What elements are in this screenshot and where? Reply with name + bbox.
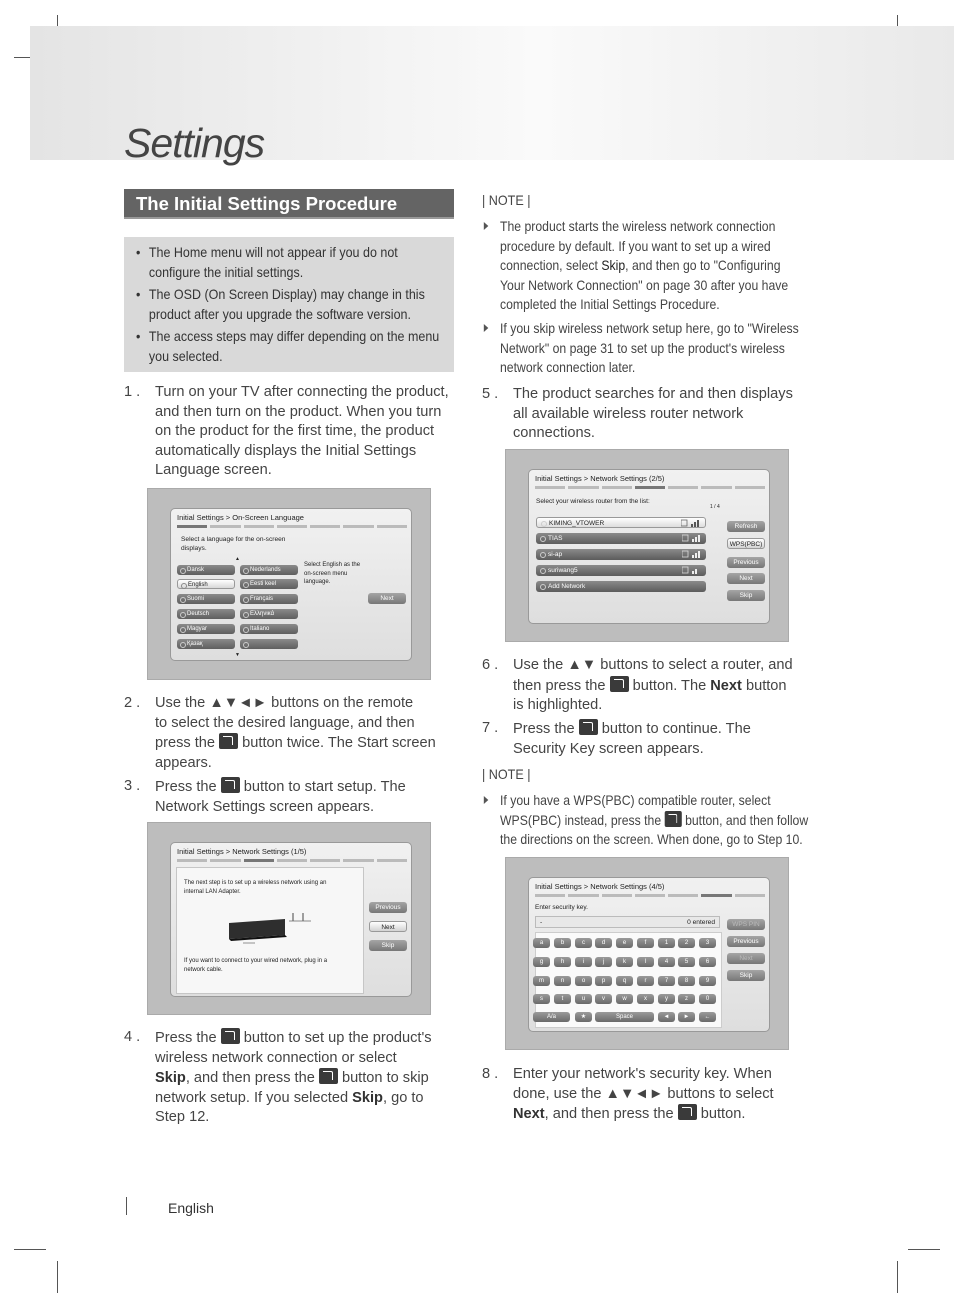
next-button[interactable]: Next [727, 573, 765, 584]
skip-button[interactable]: Skip [727, 590, 765, 601]
screen-breadcrumb: Initial Settings > Network Settings (1/5) [177, 847, 307, 856]
screen-message-wired: If you want to connect to your wired network, plug in a network cable. [184, 958, 328, 973]
keyboard-key[interactable]: k [616, 957, 633, 967]
language-option[interactable]: Dansk [177, 565, 235, 575]
next-button[interactable]: Next [727, 953, 765, 964]
screen-prompt: Enter security key. [535, 904, 588, 911]
step-number: 2 . [124, 695, 141, 711]
keyboard-key[interactable]: i [575, 957, 592, 967]
enter-button-icon [579, 719, 598, 735]
entered-count: 0 entered [687, 919, 715, 926]
step-line: and then turn on the product. When you turn [155, 403, 442, 420]
screen-prompt: Select a language for the on-screen displays. [181, 536, 286, 552]
cursor-right-key[interactable]: ► [678, 1012, 695, 1022]
crop-mark [57, 1261, 58, 1293]
arrow-up-icon: ▲ [235, 556, 240, 562]
intro-bullet: • The access steps may differ depending on the menu you selected. [136, 327, 440, 366]
keyboard-key[interactable]: v [595, 994, 612, 1004]
screenshot-network-4 [505, 857, 789, 1050]
step-line: on the product for the first time, the product [155, 423, 435, 439]
keyboard-key[interactable]: u [575, 994, 592, 1004]
note-heading: | NOTE | [482, 766, 531, 782]
screen-panel [528, 877, 770, 1032]
router-item[interactable]: si-ap [536, 549, 706, 560]
language-option[interactable] [240, 639, 298, 649]
keyboard-key[interactable]: o [575, 976, 592, 986]
screen-message: The next step is to set up a wireless network using an internal LAN Adapter. [184, 880, 327, 895]
keyboard-key[interactable]: c [575, 938, 592, 948]
footer-divider [126, 1197, 127, 1215]
keyboard-key[interactable]: 1 [658, 938, 675, 948]
skip-button[interactable]: Skip [369, 940, 407, 951]
note-item: The product starts the wireless network connection procedure by default. If you want to set up a wired connection, select Skip, and then go to "Configuring Your Network Connection" on page 30 after you have completed the Initial Settings Procedure. [500, 217, 806, 315]
case-toggle-key[interactable]: A/a [533, 1012, 570, 1022]
keyboard-key[interactable]: j [595, 957, 612, 967]
language-option[interactable]: Italiano [240, 624, 298, 634]
language-option[interactable]: Magyar [177, 624, 235, 634]
crop-mark [897, 1261, 898, 1293]
step-number: 1 . [124, 384, 141, 400]
note-heading: | NOTE | [482, 192, 531, 208]
next-button[interactable]: Next [369, 921, 407, 932]
signal-icon [681, 519, 701, 527]
screen-hint: Select English as the on-screen menu language. [304, 562, 361, 585]
keyboard-key[interactable]: z [678, 994, 695, 1004]
keyboard-key[interactable]: b [554, 938, 571, 948]
previous-button[interactable]: Previous [727, 936, 765, 947]
arrow-down-icon: ▼ [235, 652, 240, 658]
language-option[interactable]: Eesti keel [240, 579, 298, 589]
keyboard-key[interactable]: r [637, 976, 654, 986]
keyboard-key[interactable]: y [658, 994, 675, 1004]
enter-button-icon [221, 777, 240, 793]
security-key-value: - [540, 919, 543, 926]
keyboard-key[interactable]: 0 [699, 994, 716, 1004]
language-option[interactable]: Deutsch [177, 609, 235, 619]
screen-panel [170, 842, 412, 997]
next-button[interactable]: Next [368, 593, 406, 604]
keyboard-key[interactable]: a [533, 938, 550, 948]
screen-prompt: Select your wireless router from the list: [536, 498, 650, 505]
keyboard-key[interactable]: f [637, 938, 654, 948]
wps-pbc-button[interactable]: WPS(PBC) [727, 538, 765, 549]
keyboard-key[interactable]: 3 [699, 938, 716, 948]
step-line: automatically displays the Initial Settings [155, 442, 417, 459]
previous-button[interactable]: Previous [369, 902, 407, 913]
keyboard-key[interactable]: h [554, 957, 571, 967]
keyboard-key[interactable]: s [533, 994, 550, 1004]
symbol-key[interactable]: ★ [575, 1012, 592, 1022]
keyboard-key[interactable]: x [637, 994, 654, 1004]
keyboard-key[interactable]: 9 [699, 976, 716, 986]
signal-icon [682, 566, 702, 574]
footer-language: English [168, 1200, 214, 1216]
language-option-selected[interactable]: English [177, 579, 235, 589]
section-heading: The Initial Settings Procedure [124, 189, 454, 219]
wps-pin-button[interactable]: WPS PIN [727, 919, 765, 930]
note-item: If you skip wireless network setup here, go to "Wireless Network" on page 31 to set up the product's wireless network connection later. [500, 319, 806, 378]
refresh-button[interactable]: Refresh [727, 521, 765, 532]
cursor-left-key[interactable]: ◄ [658, 1012, 675, 1022]
router-item[interactable]: suriwang5 [536, 565, 706, 576]
step-line: Language screen. [155, 462, 272, 478]
note-item: If you have a WPS(PBC) compatible router, select WPS(PBC) instead, press the button, and then follow the directions on the screen. When done, go to Step 10. [500, 791, 811, 850]
intro-bullet: • The Home menu will not appear if you do not configure the initial settings. [136, 243, 440, 282]
keyboard-key[interactable]: m [533, 976, 550, 986]
page-indicator: 1 / 4 [710, 504, 720, 510]
language-option[interactable]: Suomi [177, 594, 235, 604]
intro-bullet: • The OSD (On Screen Display) may change in this product after you upgrade the software version. [136, 285, 440, 324]
signal-icon [682, 534, 702, 542]
keyboard-key[interactable]: e [616, 938, 633, 948]
keyboard-key[interactable]: q [616, 976, 633, 986]
language-option[interactable]: Ελληνικά [240, 609, 298, 619]
step-number: 8 . [482, 1066, 499, 1082]
screen-panel [528, 469, 770, 624]
backspace-key[interactable]: ← [699, 1012, 716, 1022]
page-title: Settings [124, 120, 265, 166]
step-number: 3 . [124, 778, 141, 794]
keyboard-key[interactable]: 6 [699, 957, 716, 967]
enter-button-icon [665, 811, 682, 827]
router-illustration-icon [223, 907, 319, 947]
crop-mark [14, 1249, 46, 1250]
screen-breadcrumb: Initial Settings > Network Settings (4/5) [535, 882, 665, 891]
space-key[interactable]: Space [595, 1012, 654, 1022]
enter-button-icon [219, 733, 238, 749]
add-network-item[interactable]: Add Network [536, 581, 706, 592]
step-number: 7 . [482, 720, 499, 736]
keyboard-key[interactable]: 2 [678, 938, 695, 948]
step-number: 5 . [482, 386, 499, 402]
screenshot-language [147, 488, 431, 680]
enter-button-icon [678, 1104, 697, 1120]
keyboard-key[interactable]: g [533, 957, 550, 967]
keyboard-key[interactable]: d [595, 938, 612, 948]
keyboard-key[interactable]: 4 [658, 957, 675, 967]
language-option[interactable]: Nederlands [240, 565, 298, 575]
security-key-field[interactable] [535, 916, 720, 928]
keyboard-key[interactable]: 7 [658, 976, 675, 986]
screen-panel [170, 508, 412, 661]
keyboard-key[interactable]: w [616, 994, 633, 1004]
keyboard-key[interactable]: 8 [678, 976, 695, 986]
step-line: Turn on your TV after connecting the product, [155, 384, 449, 400]
step-number: 4 . [124, 1029, 141, 1045]
language-option[interactable]: Français [240, 594, 298, 604]
previous-button[interactable]: Previous [727, 557, 765, 568]
signal-icon [682, 550, 702, 558]
screen-breadcrumb: Initial Settings > On-Screen Language [177, 513, 304, 522]
enter-button-icon [221, 1028, 240, 1044]
crop-mark [908, 1249, 940, 1250]
keyboard-key[interactable]: l [637, 957, 654, 967]
keyboard-key[interactable]: t [554, 994, 571, 1004]
skip-button[interactable]: Skip [727, 970, 765, 981]
intro-bullets [124, 237, 454, 372]
keyboard-key[interactable]: n [554, 976, 571, 986]
keyboard-key[interactable]: 5 [678, 957, 695, 967]
screenshot-network-1 [147, 822, 431, 1015]
step-number: 6 . [482, 657, 499, 673]
enter-button-icon [319, 1068, 338, 1084]
enter-button-icon [610, 676, 629, 692]
screen-breadcrumb: Initial Settings > Network Settings (2/5) [535, 474, 665, 483]
screenshot-network-2 [505, 449, 789, 642]
router-item-selected[interactable]: KIMING_VTOWER [536, 517, 706, 528]
language-option[interactable]: Қазақ [177, 639, 235, 649]
router-item[interactable]: TIAS [536, 533, 706, 544]
keyboard-key[interactable]: p [595, 976, 612, 986]
